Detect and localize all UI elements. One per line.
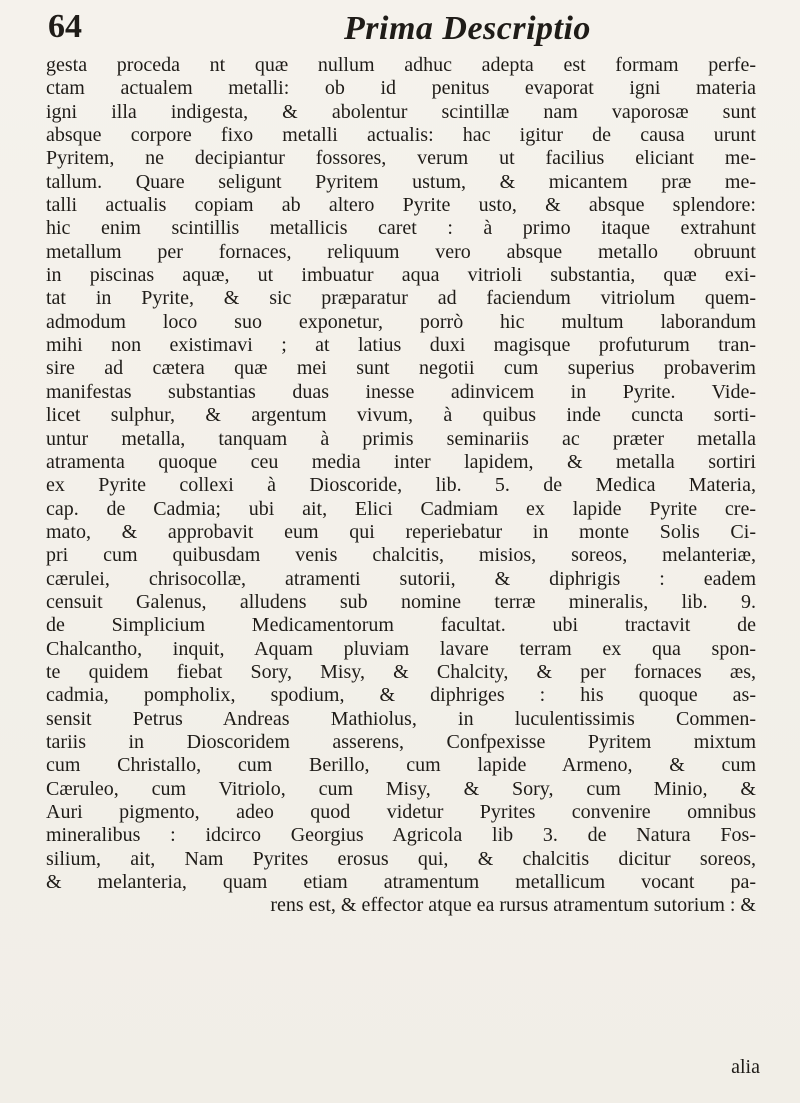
text-line: Cæruleo, cum Vitriolo, cum Misy, & Sory, cum Minio, & xyxy=(46,777,756,800)
text-line: mineralibus : idcirco Georgius Agricola lib 3. de Natura Fos- xyxy=(46,824,756,847)
text-line: & melanteria, quam etiam atramentum metallicum vocant pa- xyxy=(46,871,756,894)
page-number: 64 xyxy=(48,8,82,45)
text-line: sensit Petrus Andreas Mathiolus, in luculentissimis Commen- xyxy=(46,707,756,730)
text-line: cum Christallo, cum Berillo, cum lapide Armeno, & cum xyxy=(46,754,756,777)
text-line: cap. de Cadmia; ubi ait, Elici Cadmiam ex lapide Pyrite cre- xyxy=(46,497,756,520)
text-line: manifestas substantias duas inesse adinvicem in Pyrite. Vide- xyxy=(46,380,756,403)
text-line: pri cum quibusdam venis chalcitis, misios, soreos, melanteriæ, xyxy=(46,544,756,567)
text-line: admodum loco suo exponetur, porrò hic multum laborandum xyxy=(46,310,756,333)
text-line: licet sulphur, & argentum vivum, à quibus inde cuncta sorti- xyxy=(46,404,756,427)
text-line: te quidem fiebat Sory, Misy, & Chalcity, & per fornaces æs, xyxy=(46,660,756,683)
text-line: cadmia, pompholix, spodium, & diphriges : his quoque as- xyxy=(46,684,756,707)
text-line: censuit Galenus, alludens sub nomine terræ mineralis, lib. 9. xyxy=(46,590,756,613)
text-line: tat in Pyrite, & sic præparatur ad faciendum vitriolum quem- xyxy=(46,287,756,310)
text-line: ex Pyrite collexi à Dioscoride, lib. 5. de Medica Materia, xyxy=(46,474,756,497)
text-line: Auri pigmento, adeo quod videtur Pyrites convenire omnibus xyxy=(46,801,756,823)
text-line: rens est, & effector atque ea rursus atramentum sutorium : & xyxy=(270,894,756,917)
text-line: mato, & approbavit eum qui reperiebatur in monte Solis Ci- xyxy=(46,520,756,543)
text-line: untur metalla, tanquam à primis seminariis ac præter metalla xyxy=(46,427,756,450)
text-line: Chalcantho, inquit, Aquam pluviam lavare terram ex qua spon- xyxy=(46,637,756,660)
text-line: Pyritem, ne decipiantur fossores, verum ut facilius eliciant me- xyxy=(46,147,756,170)
text-line: sire ad cætera quæ mei sunt negotii cum superius probaverim xyxy=(46,357,756,380)
text-line: talli actualis copiam ab altero Pyrite usto, & absque splendore: xyxy=(46,194,756,217)
body-text xyxy=(46,54,756,918)
page-header xyxy=(44,6,744,56)
text-line: hic enim scintillis metallicis caret : à primo itaque extrahunt xyxy=(46,217,756,240)
text-line: ctam actualem metalli: ob id penitus evaporat igni materia xyxy=(46,77,756,100)
catchword: alia xyxy=(731,1056,760,1078)
text-line: in piscinas aquæ, ut imbuatur aqua vitrioli substantia, quæ exi- xyxy=(46,264,756,287)
text-line: de Simplicium Medicamentorum facultat. ubi tractavit de xyxy=(46,614,756,637)
text-line: igni illa indigesta, & abolentur scintillæ nam vaporosæ sunt xyxy=(46,100,756,123)
text-line: gesta proceda nt quæ nullum adhuc adepta est formam perfe- xyxy=(46,54,756,76)
text-line: tallum. Quare seligunt Pyritem ustum, & micantem præ me- xyxy=(46,170,756,193)
text-line: absque corpore fixo metalli actualis: hac igitur de causa urunt xyxy=(46,124,756,147)
text-line: tariis in Dioscoridem asserens, Confpexisse Pyritem mixtum xyxy=(46,730,756,753)
text-line: cærulei, chrisocollæ, atramenti sutorii, & diphrigis : eadem xyxy=(46,567,756,590)
text-line: mihi non existimavi ; at latius duxi magisque profuturum tran- xyxy=(46,334,756,357)
running-title: Prima Descriptio xyxy=(344,10,591,47)
text-line: metallum per fornaces, reliquum vero absque metallo obruunt xyxy=(46,240,756,263)
text-line: silium, ait, Nam Pyrites erosus qui, & chalcitis dicitur soreos, xyxy=(46,847,756,870)
text-line: atramenta quoque ceu media inter lapidem, & metalla sortiri xyxy=(46,450,756,473)
